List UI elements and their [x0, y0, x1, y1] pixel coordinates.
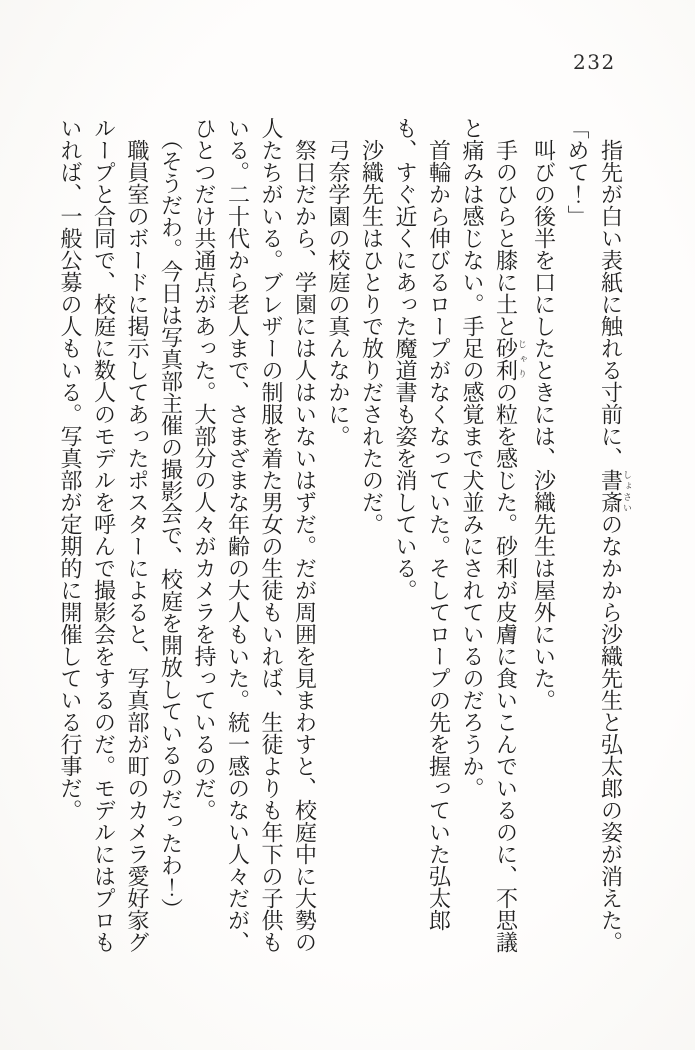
paragraph: （そうだわ。今日は写真部主催の撮影会で、校庭を開放しているのだったわ！） [157, 117, 183, 920]
page-number: 232 [573, 50, 616, 74]
text-block [53, 117, 632, 954]
paragraph: 沙織先生はひとりで放りだされたのだ。 [358, 117, 384, 535]
paragraph: 手のひらと膝に土と砂利じゃりの粒を感じた。砂利が皮膚に食いこんでいるのに、不思議と痛みは感じない。手足の感覚まで犬並みにされているのだろうか。 [459, 117, 526, 953]
furigana-ruby: 砂利じゃり [492, 337, 526, 381]
paragraph: 祭日だから、学園には人はいないはずだ。だが周囲を見まわすと、校庭中に大勢の人たちがいる。ブレザーの制服を着た男女の生徒もいれば、生徒よりも年下の子供もいる。二十代から老人まで、さまざまな年齢の大人もいた。統一感のない人々だが、ひとつだけ共通点があった。大部分の人々がカメラを持っているのだ。 [191, 117, 317, 953]
paragraph: 首輪から伸びるロープがなくなっていた。そしてロープの先を握っていた弘太郎も、すぐ近くにあった魔道書も姿を消している。 [392, 117, 451, 931]
paragraph: 職員室のボードに掲示してあったポスターによると、写真部が町のカメラ愛好家グループと合同で、校庭に数人のモデルを呼んで撮影会をするのだ。モデルにはプロもいれば、一般公募の人もいる。写真部が定期的に開催している行事だ。 [57, 117, 149, 953]
furigana-ruby: 書斎しょさい [597, 469, 631, 513]
paragraph: 指先が白い表紙に触れる寸前に、書斎しょさいのなかから沙織先生と弘太郎の姿が消えた。 [597, 117, 631, 953]
paragraph: 叫びの後半を口にしたときには、沙織先生は屋外にいた。 [530, 117, 556, 711]
furigana-text: じゃり [516, 337, 526, 381]
paragraph: 「めて！」 [564, 117, 589, 227]
furigana-text: しょさい [621, 469, 631, 513]
paragraph: 弓奈学園の校庭の真んなかに。 [325, 117, 350, 447]
